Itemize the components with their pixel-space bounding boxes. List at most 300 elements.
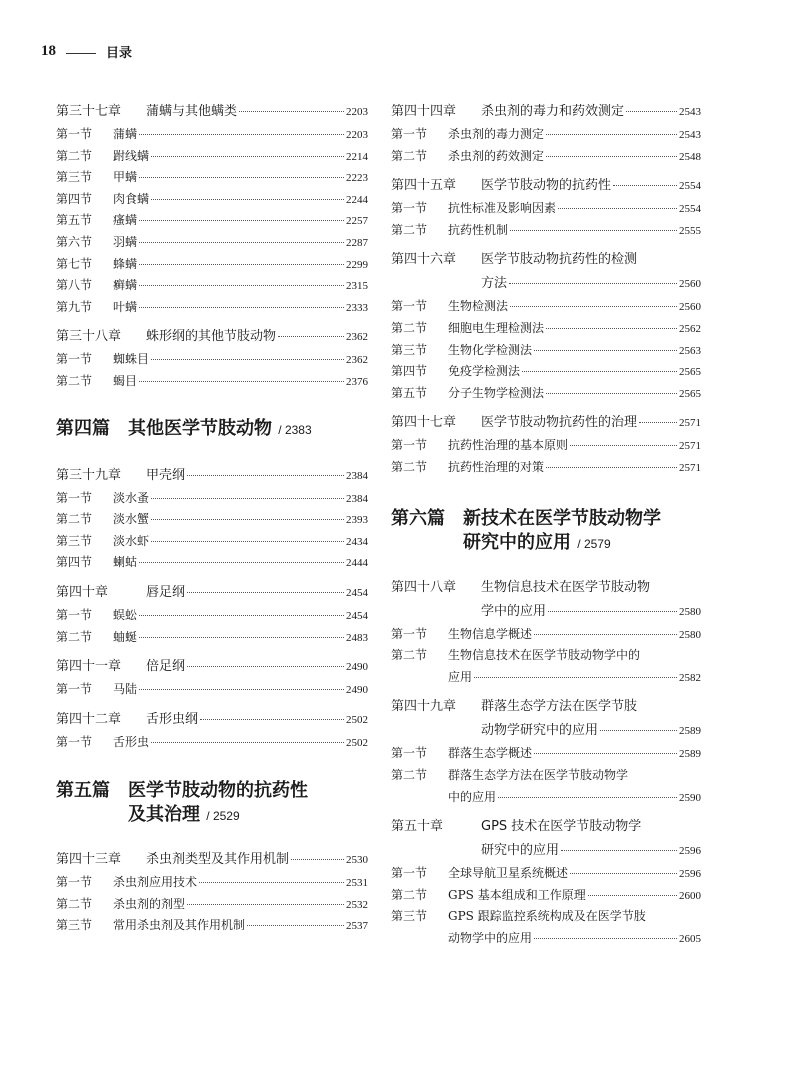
section-number: 第一节 [391, 127, 428, 141]
toc-section[interactable] [391, 146, 701, 168]
chapter-title: 蒲螨与其他螨类 [146, 104, 238, 119]
page-ref: 2454 [346, 586, 368, 599]
toc-chapter[interactable] [56, 464, 368, 488]
page-ref: 2257 [346, 215, 368, 228]
chapter-title: 倍足纲 [146, 659, 186, 675]
leader-dots [546, 328, 677, 329]
leader-dots [546, 467, 677, 468]
section-title: GPS 基本组成和工作原理 [448, 887, 586, 902]
toc-section[interactable] [391, 885, 701, 907]
toc-chapter-continued[interactable] [391, 272, 701, 296]
toc-section[interactable] [56, 872, 368, 894]
leader-dots [546, 156, 677, 157]
toc-section[interactable] [56, 254, 368, 276]
leader-dots [239, 111, 344, 112]
page-ref: 2490 [346, 684, 368, 697]
toc-chapter[interactable] [56, 655, 368, 679]
chapter-title: 蛛形纲的其他节肢动物 [146, 329, 277, 345]
leader-dots [474, 677, 677, 678]
chapter-title: 医学节肢动物的抗药性 [481, 178, 612, 194]
leader-dots [139, 285, 344, 286]
leader-dots [139, 637, 344, 638]
toc-section[interactable] [56, 297, 368, 319]
leader-dots [570, 445, 677, 446]
leader-dots [509, 283, 677, 284]
section-title: 蒲螨 [113, 127, 138, 141]
toc-section[interactable] [56, 371, 368, 393]
leader-dots [151, 156, 344, 157]
page-ref: 2434 [346, 535, 368, 548]
page-ref: 2530 [346, 854, 368, 867]
header-rule [66, 53, 96, 54]
page-ref: 2362 [346, 331, 368, 344]
chapter-number: 第三十八章 [56, 329, 122, 345]
toc-chapter[interactable] [56, 581, 368, 605]
toc-section[interactable] [56, 488, 368, 510]
chapter-title-continued: 动物学研究中的应用 [481, 723, 599, 739]
page-ref: 2444 [346, 557, 368, 570]
section-number: 第五节 [56, 213, 93, 228]
page-ref: / 2383 [278, 422, 312, 437]
leader-dots [278, 336, 344, 337]
toc-section-continued[interactable] [391, 787, 701, 809]
section-number: 第一节 [391, 438, 428, 453]
section-title: 抗性标准及影响因素 [448, 201, 557, 216]
section-number: 第六节 [56, 234, 93, 249]
toc-part[interactable] [56, 779, 368, 828]
section-number: 第二节 [56, 512, 93, 527]
leader-dots [510, 306, 677, 307]
leader-dots [626, 111, 677, 112]
section-title: 淡水虾 [113, 533, 150, 548]
leader-dots [247, 925, 344, 926]
page-ref: 2454 [346, 609, 368, 622]
toc-chapter[interactable] [391, 695, 701, 719]
section-number: 第四节 [56, 191, 93, 206]
section-number: 第二节 [56, 896, 93, 911]
toc-section[interactable] [391, 220, 701, 242]
toc-section[interactable] [56, 605, 368, 627]
page-ref: / 2579 [577, 536, 611, 551]
page-ref: 2244 [346, 193, 368, 206]
page-ref: 2393 [346, 514, 368, 527]
section-title: 叶螨 [113, 299, 138, 314]
toc-section[interactable] [56, 124, 368, 146]
toc-section[interactable] [56, 552, 368, 574]
toc-chapter[interactable] [391, 248, 701, 272]
section-title: 杀虫剂的毒力测定 [448, 127, 545, 141]
leader-dots [200, 719, 344, 720]
leader-dots [151, 199, 344, 200]
toc-section[interactable] [56, 349, 368, 371]
leader-dots [534, 753, 677, 754]
chapter-number: 第四十八章 [391, 579, 457, 595]
section-number: 第三节 [56, 533, 93, 548]
section-number: 第三节 [56, 170, 93, 185]
section-title: 瘙螨 [113, 213, 138, 228]
toc-section[interactable] [391, 743, 701, 765]
section-number: 第三节 [391, 909, 428, 924]
section-title: 淡水蟹 [113, 512, 150, 527]
leader-dots [151, 742, 344, 743]
leader-dots [139, 134, 344, 135]
leader-dots [139, 381, 344, 382]
chapter-title: 甲壳纲 [146, 467, 186, 483]
section-title: 淡水蚤 [113, 490, 150, 505]
leader-dots [546, 134, 677, 135]
page-ref: 2605 [679, 932, 701, 945]
toc-section[interactable] [391, 863, 701, 885]
section-number: 第二节 [56, 629, 93, 644]
page-ref: 2560 [679, 278, 701, 291]
chapter-number: 第四十四章 [391, 104, 457, 119]
section-number: 第一节 [56, 352, 93, 367]
chapter-title: GPS 技术在医学节肢动物学 [481, 819, 642, 835]
leader-dots [151, 498, 344, 499]
toc-chapter[interactable] [56, 100, 368, 124]
section-number: 第一节 [56, 127, 93, 141]
page-ref: 2384 [346, 469, 368, 482]
page-ref: 2589 [679, 748, 701, 761]
chapter-number: 第四十五章 [391, 178, 457, 194]
section-number: 第一节 [56, 875, 93, 890]
toc-section-continued[interactable] [391, 928, 701, 950]
leader-dots [187, 666, 344, 667]
page-ref: 2531 [346, 877, 368, 890]
section-title: 生物信息技术在医学节肢动物学中的 [448, 648, 641, 663]
leader-dots [139, 615, 344, 616]
leader-dots [548, 611, 677, 612]
leader-dots [534, 938, 677, 939]
leader-dots [546, 393, 677, 394]
section-number: 第一节 [56, 490, 93, 505]
toc-section[interactable] [56, 894, 368, 916]
chapter-title-continued: 研究中的应用 [481, 843, 560, 859]
leader-dots [588, 895, 677, 896]
page-number: 18 [41, 42, 56, 59]
leader-dots [498, 797, 677, 798]
section-number: 第二节 [391, 887, 428, 902]
chapter-title: 群落生态学方法在医学节肢 [481, 699, 638, 715]
toc-section[interactable] [391, 624, 701, 646]
section-title: 肉食螨 [113, 191, 150, 206]
leader-dots [558, 208, 677, 209]
page-ref: 2537 [346, 920, 368, 933]
toc-chapter-continued[interactable] [391, 839, 701, 863]
page-ref: 2560 [679, 301, 701, 314]
section-number: 第二节 [391, 767, 428, 782]
section-number: 第一节 [56, 734, 93, 749]
chapter-number: 第四十六章 [391, 252, 457, 268]
section-title: 蝲蛄 [113, 555, 138, 570]
toc-chapter[interactable] [391, 174, 701, 198]
page-ref: 2543 [679, 106, 701, 118]
toc-section[interactable] [391, 435, 701, 457]
page-header [41, 38, 132, 64]
section-title: 分子生物学检测法 [448, 385, 545, 400]
chapter-title-continued: 学中的应用 [481, 603, 547, 619]
toc-chapter[interactable] [391, 576, 701, 600]
page-ref: 2571 [679, 461, 701, 474]
section-number: 第二节 [391, 459, 428, 474]
toc-section[interactable] [56, 732, 368, 754]
page-ref: 2554 [679, 203, 701, 216]
part-title-continued: 研究中的应用 [463, 531, 571, 553]
chapter-number: 第四十三章 [56, 852, 122, 868]
page-ref: 2362 [346, 354, 368, 367]
section-title-continued: 中的应用 [448, 789, 497, 804]
page-ref: 2571 [679, 417, 701, 430]
part-number: 第六篇 [391, 507, 445, 529]
chapter-title: 杀虫剂的毒力和药效测定 [481, 104, 625, 119]
toc-section[interactable] [56, 531, 368, 553]
section-number: 第八节 [56, 278, 93, 293]
section-title: 跗线螨 [113, 148, 150, 163]
section-number: 第五节 [391, 385, 428, 400]
page-ref: 2589 [679, 725, 701, 738]
toc-part[interactable] [391, 507, 701, 556]
part-title-continued: 及其治理 [128, 804, 200, 826]
section-title: 甲螨 [113, 170, 138, 185]
toc-section[interactable] [391, 645, 701, 667]
leader-dots [187, 475, 344, 476]
page-ref: 2315 [346, 280, 368, 293]
leader-dots [600, 730, 677, 731]
page-ref: 2223 [346, 172, 368, 185]
toc-section[interactable] [391, 340, 701, 362]
section-number: 第一节 [391, 746, 428, 761]
toc-chapter[interactable] [391, 815, 701, 839]
page-ref: 2555 [679, 224, 701, 237]
page-ref: 2582 [679, 671, 701, 684]
toc-chapter[interactable] [56, 708, 368, 732]
section-title: 杀虫剂应用技术 [113, 875, 198, 890]
section-title: 群落生态学方法在医学节肢动物学 [448, 767, 629, 782]
chapter-title: 医学节肢动物抗药性的治理 [481, 415, 638, 431]
toc-section[interactable] [56, 509, 368, 531]
leader-dots [534, 350, 677, 351]
section-title: 癣螨 [113, 278, 138, 293]
chapter-number: 第四十章 [56, 584, 109, 600]
section-number: 第一节 [391, 626, 428, 641]
section-title: 舌形虫 [113, 734, 150, 749]
toc-section[interactable] [391, 296, 701, 318]
toc-section[interactable] [56, 275, 368, 297]
part-title: 医学节肢动物的抗药性 [128, 780, 308, 802]
leader-dots [139, 242, 344, 243]
section-number: 第一节 [56, 682, 93, 697]
chapter-number: 第四十一章 [56, 659, 122, 675]
chapter-number: 第四十七章 [391, 415, 457, 431]
section-title: GPS 跟踪监控系统构成及在医学节肢 [448, 909, 646, 924]
section-number: 第九节 [56, 299, 93, 314]
section-number: 第二节 [56, 148, 93, 163]
toc-chapter[interactable] [56, 325, 368, 349]
section-number: 第二节 [391, 320, 428, 335]
section-title: 马陆 [113, 682, 138, 697]
page-ref: 2483 [346, 631, 368, 644]
chapter-title: 唇足纲 [146, 584, 186, 600]
part-number: 第四篇 [56, 417, 110, 439]
leader-dots [291, 859, 344, 860]
toc-section[interactable] [56, 915, 368, 937]
page-ref: 2565 [679, 366, 701, 379]
section-title: 生物检测法 [448, 299, 509, 314]
toc-section[interactable] [56, 627, 368, 649]
page-ref: 2548 [679, 150, 701, 163]
section-number: 第二节 [391, 148, 428, 163]
toc-chapter-continued[interactable] [391, 719, 701, 743]
chapter-title: 舌形虫纲 [146, 711, 199, 727]
page-ref: 2596 [679, 845, 701, 858]
toc-left-column [56, 100, 368, 937]
section-number: 第一节 [391, 866, 428, 881]
leader-dots [151, 541, 344, 542]
page-ref: 2543 [679, 129, 701, 141]
section-title: 抗药性机制 [448, 222, 509, 237]
toc-section[interactable] [391, 124, 701, 146]
part-title: 新技术在医学节肢动物学 [463, 507, 661, 529]
page-ref: 2590 [679, 791, 701, 804]
page-ref: 2502 [346, 713, 368, 726]
page-ref: 2203 [346, 106, 368, 118]
toc-section[interactable] [391, 361, 701, 383]
leader-dots [570, 873, 677, 874]
leader-dots [187, 592, 344, 593]
chapter-number: 第四十九章 [391, 699, 457, 715]
section-number: 第二节 [391, 222, 428, 237]
section-title: 免疫学检测法 [448, 364, 521, 379]
section-number: 第二节 [391, 648, 428, 663]
chapter-number: 第三十九章 [56, 467, 122, 483]
toc-chapter-continued[interactable] [391, 600, 701, 624]
page-ref: 2490 [346, 661, 368, 674]
leader-dots [139, 562, 344, 563]
toc-section[interactable] [391, 318, 701, 340]
page-ref: 2376 [346, 375, 368, 388]
toc-chapter[interactable] [391, 100, 701, 124]
section-title: 抗药性治理的对策 [448, 459, 545, 474]
section-title: 全球导航卫星系统概述 [448, 866, 569, 881]
section-number: 第三节 [391, 342, 428, 357]
leader-dots [522, 371, 677, 372]
page-ref: 2596 [679, 868, 701, 881]
toc-section[interactable] [56, 146, 368, 168]
page-ref: 2580 [679, 605, 701, 618]
leader-dots [139, 264, 344, 265]
section-title: 蝎目 [113, 373, 138, 388]
section-title: 常用杀虫剂及其作用机制 [113, 918, 246, 933]
toc-section[interactable] [391, 198, 701, 220]
toc-section[interactable] [56, 167, 368, 189]
section-number: 第一节 [56, 607, 93, 622]
leader-dots [187, 904, 344, 905]
page-ref: 2532 [346, 898, 368, 911]
leader-dots [151, 359, 344, 360]
leader-dots [561, 850, 677, 851]
page-ref: 2554 [679, 180, 701, 193]
chapter-number: 第三十七章 [56, 104, 122, 119]
toc-chapter[interactable] [391, 411, 701, 435]
toc-section[interactable] [391, 383, 701, 405]
section-title: 蜈蚣 [113, 607, 138, 622]
leader-dots [139, 220, 344, 221]
section-title-continued: 动物学中的应用 [448, 930, 533, 945]
leader-dots [199, 882, 344, 883]
part-title: 其他医学节肢动物 [128, 417, 272, 439]
section-number: 第四节 [391, 364, 428, 379]
section-number: 第一节 [391, 299, 428, 314]
section-number: 第二节 [56, 373, 93, 388]
section-title-continued: 应用 [448, 669, 473, 684]
section-title: 蚰蜒 [113, 629, 138, 644]
section-title: 羽螨 [113, 234, 138, 249]
section-title: 细胞电生理检测法 [448, 320, 545, 335]
toc-section[interactable] [56, 232, 368, 254]
running-title: 目录 [106, 45, 133, 61]
section-title: 生物化学检测法 [448, 342, 533, 357]
chapter-number: 第四十二章 [56, 711, 122, 727]
toc-section-continued[interactable] [391, 667, 701, 689]
page-ref: 2287 [346, 236, 368, 249]
chapter-title: 杀虫剂类型及其作用机制 [146, 852, 290, 868]
toc-section[interactable] [391, 457, 701, 479]
section-title: 蜘蛛目 [113, 352, 150, 367]
leader-dots [639, 422, 677, 423]
section-title: 杀虫剂的剂型 [113, 896, 186, 911]
page-ref: 2600 [679, 889, 701, 902]
leader-dots [151, 519, 344, 520]
page-ref: 2563 [679, 344, 701, 357]
section-number: 第三节 [56, 918, 93, 933]
chapter-title-continued: 方法 [481, 276, 508, 292]
section-number: 第四节 [56, 555, 93, 570]
toc-part[interactable] [56, 417, 368, 442]
section-title: 抗药性治理的基本原则 [448, 438, 569, 453]
page-ref: 2214 [346, 150, 368, 163]
leader-dots [139, 177, 344, 178]
chapter-title: 生物信息技术在医学节肢动物 [481, 579, 651, 595]
section-number: 第七节 [56, 256, 93, 271]
page-ref: 2333 [346, 301, 368, 314]
toc-right-column [391, 100, 701, 949]
toc-chapter[interactable] [56, 848, 368, 872]
chapter-number: 第五十章 [391, 819, 444, 835]
page-ref: 2580 [679, 628, 701, 641]
section-title: 杀虫剂的药效测定 [448, 148, 545, 163]
chapter-title: 医学节肢动物抗药性的检测 [481, 252, 638, 268]
page-ref: 2384 [346, 492, 368, 505]
page-ref: 2299 [346, 258, 368, 271]
section-number: 第一节 [391, 201, 428, 216]
toc-section[interactable] [391, 906, 701, 928]
page-ref: / 2529 [206, 809, 240, 824]
page-ref: 2565 [679, 387, 701, 400]
toc-section[interactable] [391, 765, 701, 787]
toc-section[interactable] [56, 210, 368, 232]
section-title: 群落生态学概述 [448, 746, 533, 761]
section-title: 蜂螨 [113, 256, 138, 271]
part-number: 第五篇 [56, 780, 110, 802]
section-title: 生物信息学概述 [448, 626, 533, 641]
leader-dots [613, 185, 677, 186]
leader-dots [139, 689, 344, 690]
leader-dots [534, 634, 677, 635]
toc-section[interactable] [56, 189, 368, 211]
page-ref: 2571 [679, 440, 701, 453]
toc-section[interactable] [56, 679, 368, 701]
leader-dots [139, 307, 344, 308]
